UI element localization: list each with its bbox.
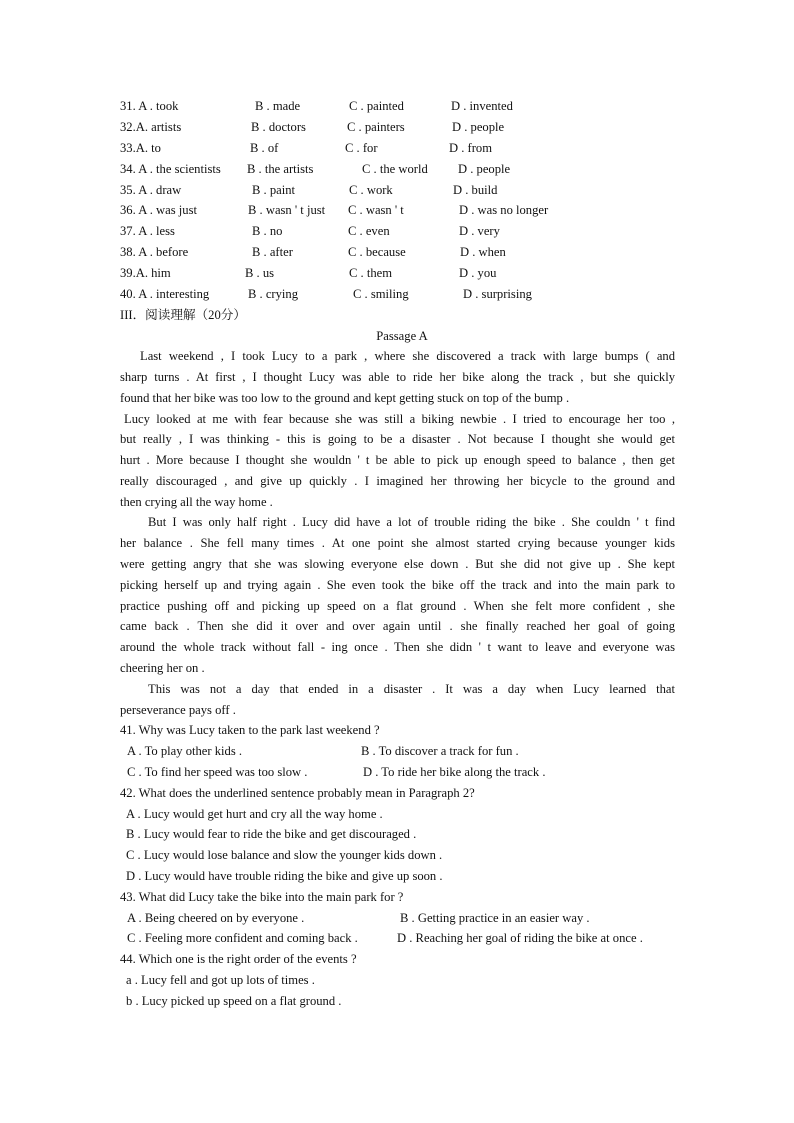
- option-a: 37. A . less: [120, 224, 175, 238]
- option-a: 35. A . draw: [120, 183, 182, 197]
- passage-line: This was not a day that ended in a disaster . It was a day when Lucy learned that: [148, 682, 675, 696]
- option-b: B . no: [252, 224, 283, 238]
- option-d: D . people: [458, 162, 511, 176]
- option-c: C . even: [348, 224, 390, 238]
- question-43-option-a: A . Being cheered on by everyone .: [127, 911, 305, 925]
- passage-line: really discouraged , and give up quickly . I imagined her throwing her bicycle to the ground and: [120, 474, 675, 488]
- question-42-option-a: A . Lucy would get hurt and cry all the way home .: [126, 807, 383, 821]
- option-row-39: [0, 263, 794, 283]
- option-a: 36. A . was just: [120, 203, 197, 217]
- section-heading: III．阅读理解（20分）: [120, 308, 246, 322]
- passage-line: picking herself up and trying again . She even took the bike off the track and into the main park to: [120, 578, 675, 592]
- option-row-32: [0, 117, 794, 137]
- option-a: 40. A . interesting: [120, 287, 210, 301]
- option-d: D . very: [459, 224, 500, 238]
- passage-line: Last weekend , I took Lucy to a park , where she discovered a track with large bumps ( and: [140, 349, 675, 363]
- question-41-stem: 41. Why was Lucy taken to the park last weekend ?: [120, 723, 380, 737]
- option-row-33: [0, 138, 794, 158]
- passage-line: around the whole track without fall - ing once . Then she didn ' t want to leave and everyone was: [120, 640, 675, 654]
- option-c: C . work: [349, 183, 393, 197]
- option-c: C . because: [348, 245, 406, 259]
- question-44-event-a: a . Lucy fell and got up lots of times .: [126, 973, 315, 987]
- option-row-40: [0, 284, 794, 304]
- passage-title: Passage A: [376, 329, 428, 343]
- option-d: D . people: [452, 120, 505, 134]
- passage-line: found that her bike was too low to the ground and kept getting stuck on top of the bump .: [120, 391, 570, 405]
- option-b: B . paint: [252, 183, 296, 197]
- option-d: D . you: [459, 266, 497, 280]
- option-d: D . was no longer: [459, 203, 549, 217]
- option-b: B . crying: [248, 287, 299, 301]
- passage-line: cheering her on .: [120, 661, 205, 675]
- option-d: D . when: [460, 245, 506, 259]
- question-41-option-a: A . To play other kids .: [127, 744, 243, 758]
- option-d: D . surprising: [463, 287, 532, 301]
- option-a: 33.A. to: [120, 141, 161, 155]
- question-42-option-b: B . Lucy would fear to ride the bike and get discouraged .: [126, 827, 417, 841]
- passage-line: but really , I was thinking - this is going to be a disaster . Not because I thought she would get: [120, 432, 675, 446]
- option-a: 31. A . took: [120, 99, 179, 113]
- question-41-option-c: C . To find her speed was too slow .: [127, 765, 308, 779]
- question-42-option-c: C . Lucy would lose balance and slow the younger kids down .: [126, 848, 443, 862]
- question-44-event-b: b . Lucy picked up speed on a flat ground .: [126, 994, 342, 1008]
- option-d: D . from: [449, 141, 493, 155]
- option-c: C . wasn ' t: [348, 203, 404, 217]
- passage-line: perseverance pays off .: [120, 703, 236, 717]
- option-row-35: [0, 180, 794, 200]
- option-c: C . them: [349, 266, 393, 280]
- question-43-option-c: C . Feeling more confident and coming back .: [127, 931, 358, 945]
- option-c: C . painters: [347, 120, 405, 134]
- option-b: B . us: [245, 266, 275, 280]
- question-41-option-d: D . To ride her bike along the track .: [363, 765, 546, 779]
- option-a: 34. A . the scientists: [120, 162, 221, 176]
- passage-line: then crying all the way home .: [120, 495, 273, 509]
- passage-line: were getting angry that she was slowing everyone else down . But she did not give up . She kept: [120, 557, 675, 571]
- passage-line: But I was only half right . Lucy did have a lot of trouble riding the bike . She couldn ' t find: [148, 515, 675, 529]
- option-c: C . for: [345, 141, 378, 155]
- question-43-stem: 43. What did Lucy take the bike into the main park for ?: [120, 890, 404, 904]
- option-d: D . build: [453, 183, 498, 197]
- question-44-stem: 44. Which one is the right order of the events ?: [120, 952, 357, 966]
- option-b: B . wasn ' t just: [248, 203, 326, 217]
- passage-line: her balance . She fell many times . At one point she almost started crying because younger kids: [120, 536, 675, 550]
- passage-line: hurt . More because I thought she wouldn ' t be able to pick up enough speed to balance , then get: [120, 453, 675, 467]
- question-43-option-d: D . Reaching her goal of riding the bike at once .: [397, 931, 643, 945]
- passage-line: came back . Then she did it over and over again until . she finally reached her goal of going: [120, 619, 675, 633]
- option-row-38: [0, 242, 794, 262]
- option-c: C . smiling: [353, 287, 409, 301]
- option-b: B . of: [250, 141, 279, 155]
- question-41-option-b: B . To discover a track for fun .: [361, 744, 519, 758]
- option-row-31: [0, 96, 794, 116]
- option-row-36: [0, 200, 794, 220]
- option-c: C . the world: [362, 162, 428, 176]
- option-row-34: [0, 159, 794, 179]
- option-b: B . doctors: [251, 120, 306, 134]
- question-42-stem: 42. What does the underlined sentence probably mean in Paragraph 2?: [120, 786, 475, 800]
- option-c: C . painted: [349, 99, 404, 113]
- question-43-option-b: B . Getting practice in an easier way .: [400, 911, 590, 925]
- passage-line: Lucy looked at me with fear because she was still a biking newbie . I tried to encourage her too ,: [124, 412, 675, 426]
- option-a: 32.A. artists: [120, 120, 182, 134]
- option-b: B . made: [255, 99, 301, 113]
- passage-line: sharp turns . At first , I thought Lucy was able to ride her bike along the track , but she quickly: [120, 370, 675, 384]
- question-42-option-d: D . Lucy would have trouble riding the bike and give up soon .: [126, 869, 443, 883]
- option-b: B . after: [252, 245, 293, 259]
- passage-line: practice pushing off and picking up speed on a flat ground . When she felt more confident , she: [120, 599, 675, 613]
- option-b: B . the artists: [247, 162, 314, 176]
- option-d: D . invented: [451, 99, 513, 113]
- option-row-37: [0, 221, 794, 241]
- option-a: 39.A. him: [120, 266, 171, 280]
- option-a: 38. A . before: [120, 245, 189, 259]
